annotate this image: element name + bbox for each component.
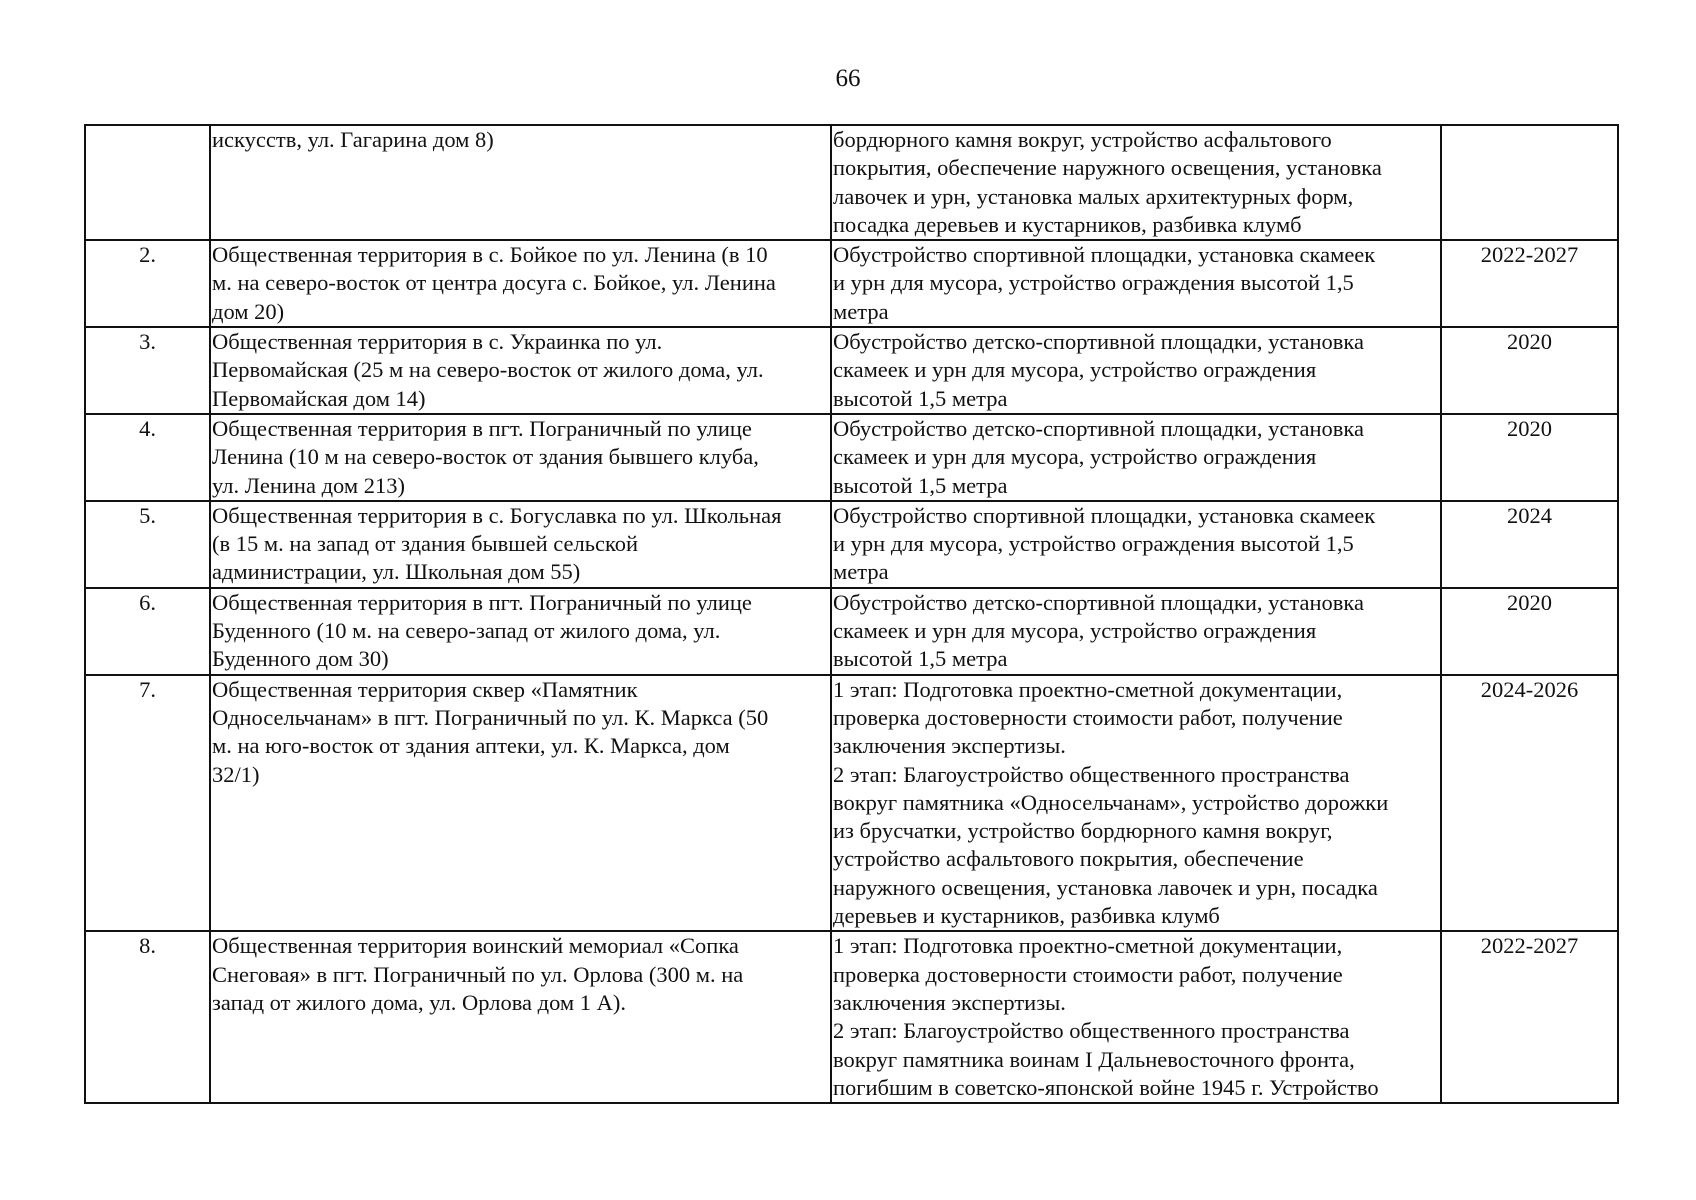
territory-cell: [210, 327, 831, 414]
territory-line: Общественная территория в с. Бойкое по ул. Ленина (в 10: [212, 242, 768, 268]
years-cell: 2020: [1441, 327, 1618, 414]
row-number: 8.: [85, 931, 210, 1103]
works-line: заключения экспертизы.: [833, 989, 1066, 1015]
works-line: лавочек и урн, установка малых архитектурных форм,: [833, 183, 1354, 209]
row-number: 6.: [85, 588, 210, 675]
works-line: 2 этап: Благоустройство общественного пространства: [833, 761, 1350, 787]
territory-cell: [210, 931, 831, 1103]
territory-cell: [210, 240, 831, 327]
works-line: погибшим в советско-японской войне 1945 г. Устройство: [833, 1074, 1379, 1100]
works-line: Обустройство детско-спортивной площадки, установка: [833, 415, 1364, 441]
years-cell: 2022-2027: [1441, 931, 1618, 1103]
works-line: деревьев и кустарников, разбивка клумб: [833, 903, 1220, 929]
years-cell: 2024: [1441, 501, 1618, 588]
years-cell: 2022-2027: [1441, 240, 1618, 327]
years-cell: 2020: [1441, 414, 1618, 501]
works-line: бордюрного камня вокруг, устройство асфальтового: [833, 127, 1332, 152]
row-number: 3.: [85, 327, 210, 414]
works-line: 2 этап: Благоустройство общественного пространства: [833, 1018, 1350, 1044]
territory-line: Общественная территория сквер «Памятник: [212, 676, 638, 702]
works-cell: [831, 240, 1441, 327]
works-line: наружного освещения, установка лавочек и урн, посадка: [833, 874, 1378, 900]
works-line: Обустройство спортивной площадки, установка скамеек: [833, 502, 1376, 528]
works-line: и урн для мусора, устройство ограждения высотой 1,5: [833, 531, 1354, 557]
works-line: и урн для мусора, устройство ограждения высотой 1,5: [833, 270, 1354, 296]
works-line: метра: [833, 559, 889, 585]
territory-line: 32/1): [212, 761, 260, 787]
territory-line: Буденного (10 м. на северо-запад от жилого дома, ул.: [212, 618, 721, 644]
table-row: [85, 125, 1618, 240]
table-row: [85, 588, 1618, 675]
works-line: вокруг памятника воинам I Дальневосточного фронта,: [833, 1046, 1355, 1072]
row-number: [85, 125, 210, 240]
territory-line: Буденного дом 30): [212, 646, 389, 672]
works-line: из брусчатки, устройство бордюрного камня вокруг,: [833, 818, 1333, 844]
table-row: [85, 931, 1618, 1103]
works-line: вокруг памятника «Односельчанам», устройство дорожки: [833, 789, 1389, 815]
territory-line: Общественная территория в пгт. Пограничный по улице: [212, 589, 752, 615]
row-number: 7.: [85, 675, 210, 932]
row-number: 4.: [85, 414, 210, 501]
works-cell: [831, 414, 1441, 501]
works-line: скамеек и урн для мусора, устройство ограждения: [833, 444, 1317, 470]
works-line: проверка достоверности стоимости работ, получение: [833, 961, 1343, 987]
years-cell: 2020: [1441, 588, 1618, 675]
territory-line: дом 20): [212, 298, 285, 324]
works-line: устройство асфальтового покрытия, обеспечение: [833, 846, 1304, 872]
years-cell: 2024-2026: [1441, 675, 1618, 932]
works-line: метра: [833, 298, 889, 324]
territory-cell: [210, 501, 831, 588]
works-cell: [831, 327, 1441, 414]
works-line: посадка деревьев и кустарников, разбивка клумб: [833, 211, 1302, 237]
territory-line: Первомайская дом 14): [212, 385, 426, 411]
territory-line: администрации, ул. Школьная дом 55): [212, 559, 581, 585]
territory-line: искусств, ул. Гагарина дом 8): [212, 127, 494, 152]
table-body: [85, 125, 1618, 1103]
territories-table: [84, 124, 1619, 1104]
territory-line: м. на северо-восток от центра досуга с. Бойкое, ул. Ленина: [212, 270, 776, 296]
territory-line: м. на юго-восток от здания аптеки, ул. К. Маркса, дом: [212, 733, 730, 759]
table-row: [85, 327, 1618, 414]
territory-line: Ленина (10 м на северо-восток от здания бывшего клуба,: [212, 444, 759, 470]
years-cell: [1441, 125, 1618, 240]
works-line: скамеек и урн для мусора, устройство ограждения: [833, 357, 1317, 383]
territory-line: Односельчанам» в пгт. Пограничный по ул. К. Маркса (50: [212, 704, 769, 730]
works-line: 1 этап: Подготовка проектно-сметной документации,: [833, 933, 1343, 959]
works-line: высотой 1,5 метра: [833, 472, 1008, 498]
table-row: [85, 240, 1618, 327]
territory-line: Общественная территория в с. Богуславка по ул. Школьная: [212, 502, 782, 528]
works-cell: [831, 931, 1441, 1103]
territory-line: Снеговая» в пгт. Пограничный по ул. Орлова (300 м. на: [212, 961, 744, 987]
territory-cell: [210, 588, 831, 675]
works-line: Обустройство детско-спортивной площадки, установка: [833, 329, 1364, 355]
territory-line: запад от жилого дома, ул. Орлова дом 1 А).: [212, 989, 627, 1015]
table-row: [85, 414, 1618, 501]
territory-line: Общественная территория в с. Украинка по ул.: [212, 329, 663, 355]
row-number: 2.: [85, 240, 210, 327]
works-cell: [831, 588, 1441, 675]
territory-line: Общественная территория воинский мемориал «Сопка: [212, 933, 739, 959]
works-cell: [831, 501, 1441, 588]
works-line: покрытия, обеспечение наружного освещения, установка: [833, 155, 1382, 181]
works-cell: [831, 125, 1441, 240]
territory-line: Общественная территория в пгт. Пограничный по улице: [212, 415, 752, 441]
works-line: Обустройство детско-спортивной площадки, установка: [833, 589, 1364, 615]
territory-cell: [210, 675, 831, 932]
table-row: [85, 501, 1618, 588]
territory-line: ул. Ленина дом 213): [212, 472, 405, 498]
territory-cell: [210, 414, 831, 501]
table-row: [85, 675, 1618, 932]
works-line: 1 этап: Подготовка проектно-сметной документации,: [833, 676, 1343, 702]
works-line: высотой 1,5 метра: [833, 646, 1008, 672]
territory-line: Первомайская (25 м на северо-восток от жилого дома, ул.: [212, 357, 764, 383]
territory-line: (в 15 м. на запад от здания бывшей сельской: [212, 531, 639, 557]
page-number: 66: [835, 65, 861, 92]
works-line: скамеек и урн для мусора, устройство ограждения: [833, 618, 1317, 644]
works-line: заключения экспертизы.: [833, 733, 1066, 759]
works-cell: [831, 675, 1441, 932]
works-line: высотой 1,5 метра: [833, 385, 1008, 411]
works-line: Обустройство спортивной площадки, установка скамеек: [833, 242, 1376, 268]
works-line: проверка достоверности стоимости работ, получение: [833, 704, 1343, 730]
territory-cell: [210, 125, 831, 240]
row-number: 5.: [85, 501, 210, 588]
